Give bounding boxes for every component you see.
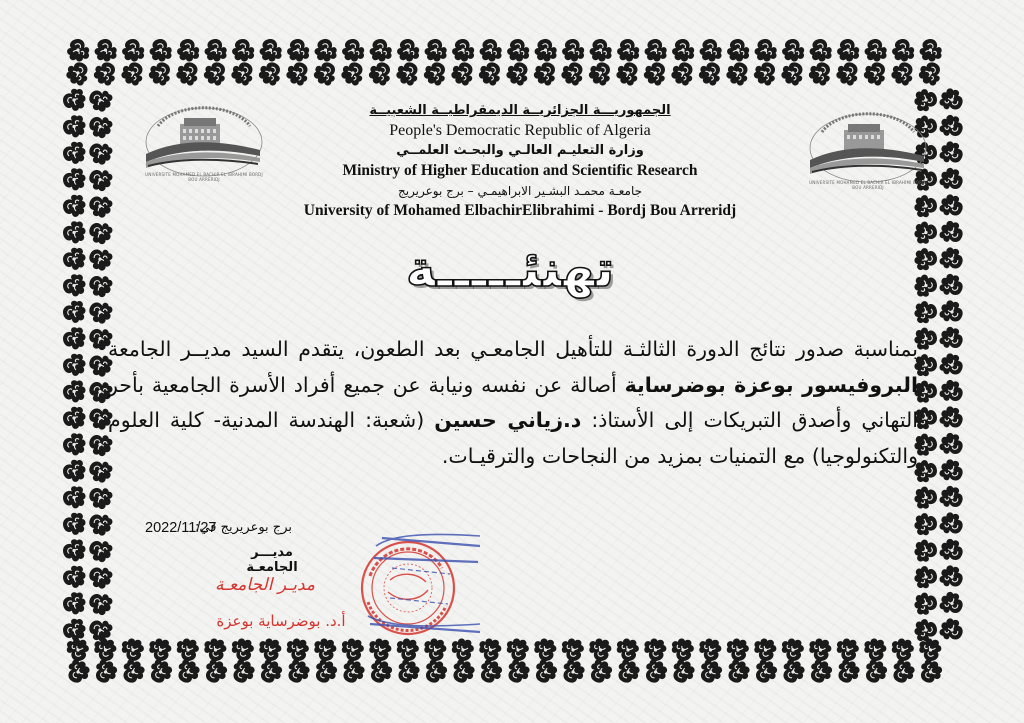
border-flower	[914, 301, 937, 323]
border-flower	[936, 323, 967, 354]
border-flower	[502, 58, 533, 89]
border-flower	[667, 656, 698, 687]
border-flower	[936, 429, 967, 460]
border-flower	[887, 58, 918, 89]
border-flower	[805, 58, 836, 89]
border-flower	[85, 561, 116, 592]
border-flower	[590, 39, 612, 62]
border-flower	[172, 58, 203, 89]
border-flower	[232, 39, 254, 62]
border-flower	[85, 243, 116, 274]
border-flower	[342, 39, 364, 62]
border-flower	[865, 39, 887, 62]
border-flower	[67, 638, 89, 661]
border-flower	[369, 638, 391, 661]
border-flower	[534, 638, 556, 661]
border-flower	[860, 58, 891, 89]
border-flower	[667, 58, 698, 89]
border-flower	[672, 638, 694, 661]
border-flower	[145, 58, 176, 89]
border-flower	[337, 58, 368, 89]
border-flower	[727, 39, 749, 62]
border-flower	[695, 58, 726, 89]
body-line-1: بمناسبة صدور نتائج الدورة الثالثـة للتأهيل الجامعـي بعد الطعون، يتقدم السيد	[241, 337, 918, 361]
professor-name: د.زياني حسين	[434, 408, 582, 432]
border-flower	[837, 638, 859, 661]
border-flower	[557, 656, 588, 687]
border-flower	[936, 270, 967, 301]
border-flower	[936, 376, 967, 407]
border-flower	[85, 111, 116, 142]
border-flower	[936, 137, 967, 168]
border-flower	[145, 656, 176, 687]
border-flower	[420, 58, 451, 89]
border-flower	[85, 84, 116, 115]
border-flower	[915, 58, 946, 89]
border-flower	[177, 638, 199, 661]
border-flower	[914, 222, 937, 244]
border-flower	[562, 39, 584, 62]
border-flower	[62, 58, 93, 89]
border-flower	[63, 195, 86, 217]
border-flower	[535, 39, 557, 62]
border-flower	[617, 638, 639, 661]
border-flower	[177, 39, 199, 62]
rector-name: البروفيسور بوعزة بوضرساية	[624, 372, 918, 397]
border-flower	[777, 58, 808, 89]
border-flower	[936, 614, 967, 645]
border-flower	[342, 638, 364, 661]
border-flower	[914, 275, 937, 297]
border-flower	[149, 638, 171, 661]
border-flower	[700, 39, 722, 62]
border-flower	[85, 137, 116, 168]
border-flower	[282, 656, 313, 687]
border-flower	[777, 656, 808, 687]
border-flower	[640, 58, 671, 89]
border-flower	[914, 89, 937, 111]
border-flower	[860, 656, 891, 687]
border-flower	[90, 656, 121, 687]
border-flower	[640, 656, 671, 687]
border-flower	[63, 354, 86, 376]
border-flower	[612, 656, 643, 687]
border-flower	[287, 39, 309, 62]
border-flower	[85, 482, 116, 513]
border-flower	[672, 39, 694, 62]
border-flower	[85, 588, 116, 619]
border-flower	[920, 39, 942, 62]
border-flower	[63, 142, 86, 164]
border-flower	[63, 89, 86, 111]
border-flower	[95, 39, 117, 62]
border-flower	[589, 638, 611, 661]
logo-caption-right: UNIVERSITE MOHAMED EL BACHIR EL IBRAHIMI BORDJ BOU ARRERIDJ	[809, 180, 927, 190]
border-flower	[750, 58, 781, 89]
border-flower	[424, 638, 446, 661]
border-flower	[200, 656, 231, 687]
border-flower	[644, 638, 666, 661]
border-flower	[914, 487, 937, 509]
border-flower	[936, 84, 967, 115]
border-flower	[63, 115, 86, 137]
border-flower	[63, 486, 86, 508]
border-flower	[85, 508, 116, 539]
border-flower	[936, 535, 967, 566]
border-flower	[232, 638, 254, 661]
border-top	[62, 39, 946, 89]
border-flower	[452, 39, 474, 62]
border-flower	[63, 513, 86, 535]
border-flower	[85, 296, 116, 327]
border-flower	[397, 39, 419, 62]
border-flower	[530, 58, 561, 89]
border-flower	[85, 270, 116, 301]
border-flower	[699, 638, 721, 661]
border-flower	[63, 274, 86, 296]
border-flower	[67, 39, 89, 62]
border-flower	[936, 482, 967, 513]
border-flower	[117, 656, 148, 687]
border-flower	[892, 638, 914, 661]
border-flower	[63, 248, 86, 270]
border-flower	[585, 58, 616, 89]
border-flower	[530, 656, 561, 687]
border-flower	[727, 638, 749, 661]
border-flower	[392, 656, 423, 687]
border-flower	[936, 588, 967, 619]
border-flower	[310, 58, 341, 89]
congratulation-text	[108, 332, 918, 474]
border-flower	[502, 656, 533, 687]
border-flower	[936, 243, 967, 274]
border-flower	[750, 656, 781, 687]
border-flower	[255, 656, 286, 687]
border-flower	[63, 407, 86, 429]
border-flower	[914, 593, 937, 615]
signature-title: مديـــر الجامعـة	[246, 545, 298, 575]
signature-place: برج بوعريريج في:	[195, 520, 292, 535]
border-flower	[63, 168, 86, 190]
border-flower	[447, 656, 478, 687]
border-flower	[63, 460, 86, 482]
ministry-en: Ministry of Higher Education and Scientific Research	[342, 162, 698, 179]
university-en: University of Mohamed ElbachirElibrahimi - Bordj Bou Arreridj	[303, 202, 737, 219]
border-flower	[63, 380, 86, 402]
border-flower	[310, 656, 341, 687]
border-flower	[204, 638, 226, 661]
ministry-ar: وزارة التعليـم العالـي والبحـث العلمــي	[396, 143, 644, 158]
border-flower	[452, 638, 474, 661]
border-flower	[85, 535, 116, 566]
border-flower	[259, 638, 281, 661]
border-flower	[63, 433, 86, 455]
border-flower	[832, 58, 863, 89]
border-flower	[200, 58, 231, 89]
republic-en: People's Democratic Republic of Algeria	[389, 122, 651, 139]
border-flower	[282, 58, 313, 89]
border-flower	[936, 455, 967, 486]
border-flower	[314, 638, 336, 661]
border-flower	[864, 638, 886, 661]
border-flower	[475, 656, 506, 687]
border-flower	[507, 638, 529, 661]
border-flower	[62, 656, 93, 687]
border-flower	[557, 58, 588, 89]
republic-ar: الجمهوريـــة الجزائريــة الديمقراطيــة الشعبيــة	[369, 103, 671, 118]
border-flower	[936, 111, 967, 142]
university-ar: جامعـة محمـد البشـير الابراهيمـي – برج بوعريريج	[397, 184, 643, 198]
border-flower	[63, 327, 86, 349]
body-line-4: الهندسة المدنية- كلية العلوم والتكنولوجيا) مع التمنيات بمزيد من النجاحات والترقيـات.	[108, 408, 918, 468]
border-flower	[479, 638, 501, 661]
border-flower	[914, 248, 937, 270]
border-flower	[936, 296, 967, 327]
border-flower	[365, 58, 396, 89]
border-bottom	[62, 638, 946, 687]
border-flower	[914, 513, 937, 535]
border-flower	[63, 301, 86, 323]
border-flower	[936, 164, 967, 195]
border-flower	[936, 402, 967, 433]
border-flower	[936, 349, 967, 380]
border-flower	[754, 638, 776, 661]
border-flower	[480, 39, 502, 62]
border-flower	[936, 508, 967, 539]
border-flower	[507, 39, 529, 62]
border-flower	[919, 638, 941, 661]
border-flower	[150, 39, 172, 62]
border-flower	[227, 58, 258, 89]
border-flower	[63, 539, 86, 561]
university-logo-right	[804, 110, 932, 190]
border-flower	[365, 656, 396, 687]
border-flower	[122, 638, 144, 661]
border-flower	[63, 566, 86, 588]
body-line-2b: أصالة عن نفسه ونيابة عن جميع أفراد	[293, 372, 625, 397]
border-flower	[172, 656, 203, 687]
border-flower	[447, 58, 478, 89]
body-line-3a: الأسرة الجامعية بأحر التهاني وأصدق التبريكات إلى الأستاذ:	[108, 372, 918, 432]
handwritten-name: أ.د. بوضرساية بوعزة	[216, 612, 346, 630]
border-flower	[617, 39, 639, 62]
logo-caption-left: UNIVERSITE MOHAMED EL BACHIR EL IBRAHIMI BORDJ BOU ARRERIDJ	[145, 172, 263, 182]
border-flower	[337, 656, 368, 687]
border-flower	[85, 217, 116, 248]
border-flower	[722, 656, 753, 687]
border-flower	[117, 58, 148, 89]
border-flower	[782, 39, 804, 62]
border-flower	[205, 39, 227, 62]
border-flower	[63, 221, 86, 243]
border-flower	[722, 58, 753, 89]
border-flower	[914, 540, 937, 562]
border-flower	[94, 638, 116, 661]
border-flower	[255, 58, 286, 89]
page-title: تهنئـــــة	[405, 240, 615, 298]
border-flower	[936, 561, 967, 592]
border-flower	[810, 39, 832, 62]
border-flower	[85, 164, 116, 195]
border-flower	[425, 39, 447, 62]
border-flower	[585, 656, 616, 687]
border-flower	[914, 619, 937, 641]
border-flower	[63, 619, 86, 641]
border-flower	[260, 39, 282, 62]
border-flower	[287, 638, 309, 661]
border-flower	[397, 638, 419, 661]
border-flower	[915, 656, 946, 687]
body-line-2a: مديــر الجامعة	[108, 337, 232, 361]
border-flower	[90, 58, 121, 89]
border-flower	[837, 39, 859, 62]
border-flower	[695, 656, 726, 687]
border-flower	[85, 190, 116, 221]
border-flower	[887, 656, 918, 687]
border-flower	[645, 39, 667, 62]
border-flower	[936, 190, 967, 221]
border-flower	[475, 58, 506, 89]
border-flower	[892, 39, 914, 62]
border-flower	[562, 638, 584, 661]
signature-date: 2022/11/27	[145, 520, 217, 536]
border-flower	[63, 592, 86, 614]
border-flower	[315, 39, 337, 62]
border-flower	[612, 58, 643, 89]
border-flower	[914, 566, 937, 588]
border-flower	[782, 638, 804, 661]
border-flower	[420, 656, 451, 687]
border-flower	[227, 656, 258, 687]
border-flower	[936, 217, 967, 248]
border-flower	[370, 39, 392, 62]
border-flower	[914, 195, 937, 217]
border-flower	[805, 656, 836, 687]
border-flower	[392, 58, 423, 89]
border-flower	[832, 656, 863, 687]
border-flower	[755, 39, 777, 62]
letterhead	[240, 101, 800, 221]
border-flower	[809, 638, 831, 661]
body-line-3b: (شعبة:	[365, 408, 435, 432]
border-flower	[122, 39, 144, 62]
handwritten-title: مديـر الجامعـة	[215, 575, 315, 595]
